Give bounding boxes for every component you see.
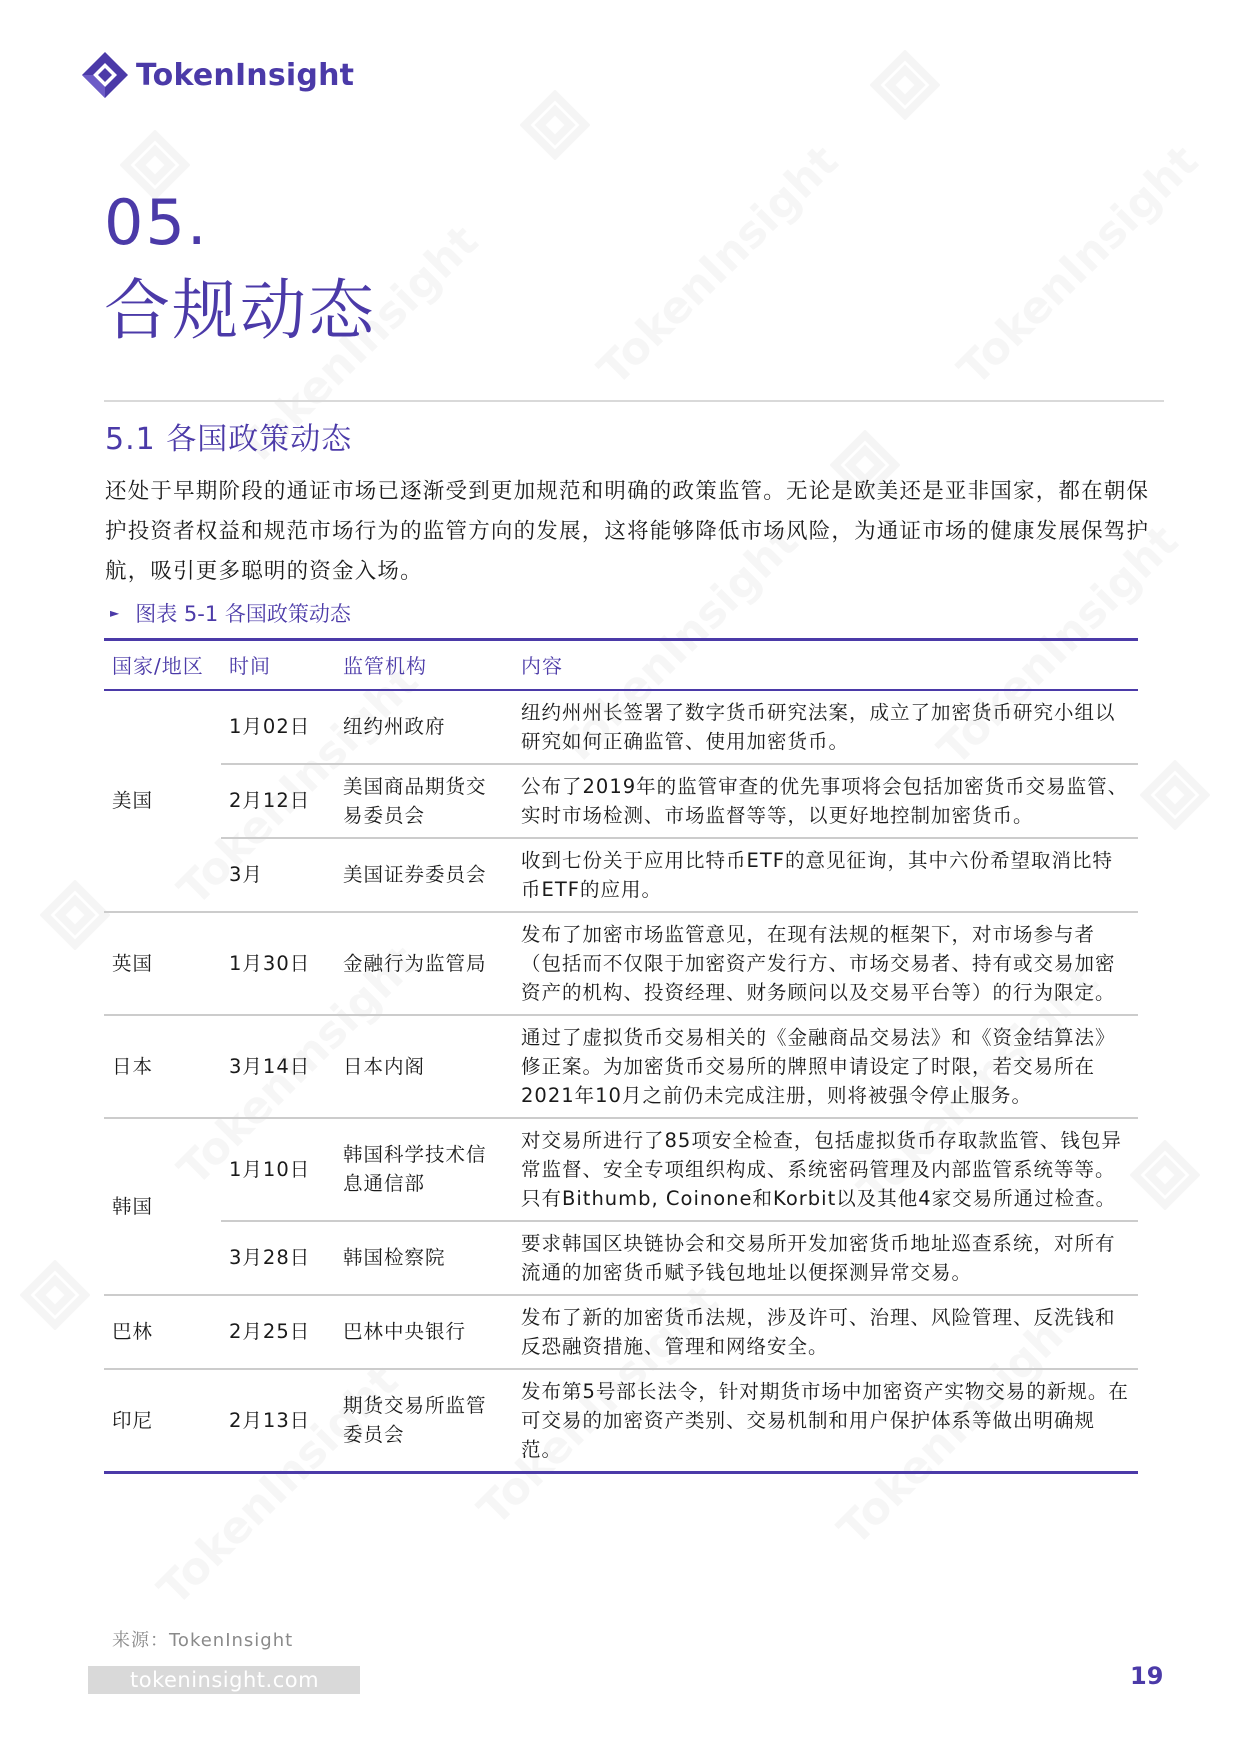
content-cell: 公布了2019年的监管审查的优先事项将会包括加密货币交易监管、实时市场检测、市场监督等等，以更好地控制加密货币。 — [513, 764, 1138, 838]
source-note: 来源：TokenInsight — [112, 1630, 294, 1651]
watermark-icon — [1140, 760, 1210, 830]
chapter-title: 合规动态 — [104, 272, 376, 349]
table-row — [104, 690, 1138, 764]
agency-cell: 韩国科学技术信息通信部 — [335, 1118, 513, 1221]
table-caption — [110, 598, 351, 628]
content-cell: 通过了虚拟货币交易相关的《金融商品交易法》和《资金结算法》修正案。为加密货币交易所的牌照申请设定了时限，若交易所在2021年10月之前仍未完成注册，则将被强令停止服务。 — [513, 1015, 1138, 1118]
header-content: 内容 — [521, 654, 563, 679]
content-cell: 对交易所进行了85项安全检查，包括虚拟货币存取款监管、钱包异常监督、安全专项组织构成、系统密码管理及内部监管系统等等。只有Bithumb, Coinone和Korbit以及其他4家交易所通过检查。 — [513, 1118, 1138, 1221]
page-number: 19 — [1130, 1662, 1164, 1690]
date-cell: 1月30日 — [221, 912, 335, 1015]
agency-cell: 美国证券委员会 — [335, 838, 513, 912]
content-cell: 发布了新的加密货币法规，涉及许可、治理、风险管理、反洗钱和反恐融资措施、管理和网络安全。 — [513, 1295, 1138, 1369]
table-caption-text: 图表 5-1 各国政策动态 — [135, 602, 351, 626]
watermark-logo — [588, 136, 848, 396]
header-agency: 监管机构 — [343, 654, 427, 679]
date-cell: 2月13日 — [221, 1369, 335, 1473]
content-cell: 发布了加密市场监管意见，在现有法规的框架下，对市场参与者（包括而不仅限于加密资产发行方、市场交易者、持有或交易加密资产的机构、投资经理、财务顾问以及交易平台等）的行为限定。 — [513, 912, 1138, 1015]
website-link[interactable]: tokeninsight.com — [88, 1666, 360, 1694]
agency-cell: 美国商品期货交易委员会 — [335, 764, 513, 838]
agency-cell: 金融行为监管局 — [335, 912, 513, 1015]
table-row — [104, 838, 1138, 912]
brand-name: TokenInsight — [136, 57, 355, 93]
date-cell: 1月10日 — [221, 1118, 335, 1221]
date-cell: 3月 — [221, 838, 335, 912]
table-row — [104, 1118, 1138, 1221]
watermark-icon — [40, 880, 110, 950]
table-row — [104, 1295, 1138, 1369]
chapter-number: 05. — [104, 186, 209, 259]
country-cell: 印尼 — [104, 1369, 221, 1473]
tokeninsight-logo-icon — [78, 48, 132, 102]
date-cell: 1月02日 — [229, 715, 311, 738]
table-row — [104, 1369, 1138, 1473]
caption-triangle-icon: ► — [110, 606, 120, 620]
country-cell: 美国 — [112, 789, 154, 812]
country-cell: 日本 — [104, 1015, 221, 1118]
table-row — [104, 764, 1138, 838]
country-cell: 巴林 — [104, 1295, 221, 1369]
content-cell: 要求韩国区块链协会和交易所开发加密货币地址巡查系统，对所有流通的加密货币赋予钱包地址以便探测异常交易。 — [513, 1221, 1138, 1295]
date-cell: 3月28日 — [221, 1221, 335, 1295]
content-cell: 收到七份关于应用比特币ETF的意见征询，其中六份希望取消比特币ETF的应用。 — [513, 838, 1138, 912]
table-row — [104, 1015, 1138, 1118]
table-row — [104, 1221, 1138, 1295]
header-country: 国家/地区 — [112, 654, 204, 679]
agency-cell: 日本内阁 — [335, 1015, 513, 1118]
watermark-icon — [1130, 1140, 1200, 1210]
table-header-row — [104, 640, 1138, 690]
section-divider — [104, 400, 1164, 402]
watermark-icon — [520, 90, 590, 160]
date-cell: 2月25日 — [221, 1295, 335, 1369]
watermark-logo — [948, 136, 1208, 396]
country-cell: 韩国 — [104, 1118, 221, 1295]
content-cell: 纽约州州长签署了数字货币研究法案，成立了加密货币研究小组以研究如何正确监管、使用加密货币。 — [521, 700, 1116, 753]
watermark-icon — [870, 50, 940, 120]
content-cell: 发布第5号部长法令，针对期货市场中加密资产实物交易的新规。在可交易的加密资产类别、交易机制和用户保护体系等做出明确规范。 — [513, 1369, 1138, 1473]
agency-cell: 期货交易所监管委员会 — [335, 1369, 513, 1473]
table-row — [104, 912, 1138, 1015]
intro-paragraph: 还处于早期阶段的通证市场已逐渐受到更加规范和明确的政策监管。无论是欧美还是亚非国家，都在朝保护投资者权益和规范市场行为的监管方向的发展，这将能够降低市场风险，为通证市场的健康发展保驾护航，吸引更多聪明的资金入场。 — [105, 479, 1150, 584]
watermark-icon — [20, 1260, 90, 1330]
agency-cell: 韩国检察院 — [335, 1221, 513, 1295]
header-date: 时间 — [229, 654, 271, 679]
policy-table — [104, 638, 1138, 1474]
date-cell: 3月14日 — [221, 1015, 335, 1118]
date-cell: 2月12日 — [221, 764, 335, 838]
agency-cell: 纽约州政府 — [343, 715, 446, 738]
agency-cell: 巴林中央银行 — [335, 1295, 513, 1369]
section-heading: 5.1 各国政策动态 — [105, 422, 353, 457]
brand-logo — [78, 48, 354, 102]
country-cell: 英国 — [104, 912, 221, 1015]
